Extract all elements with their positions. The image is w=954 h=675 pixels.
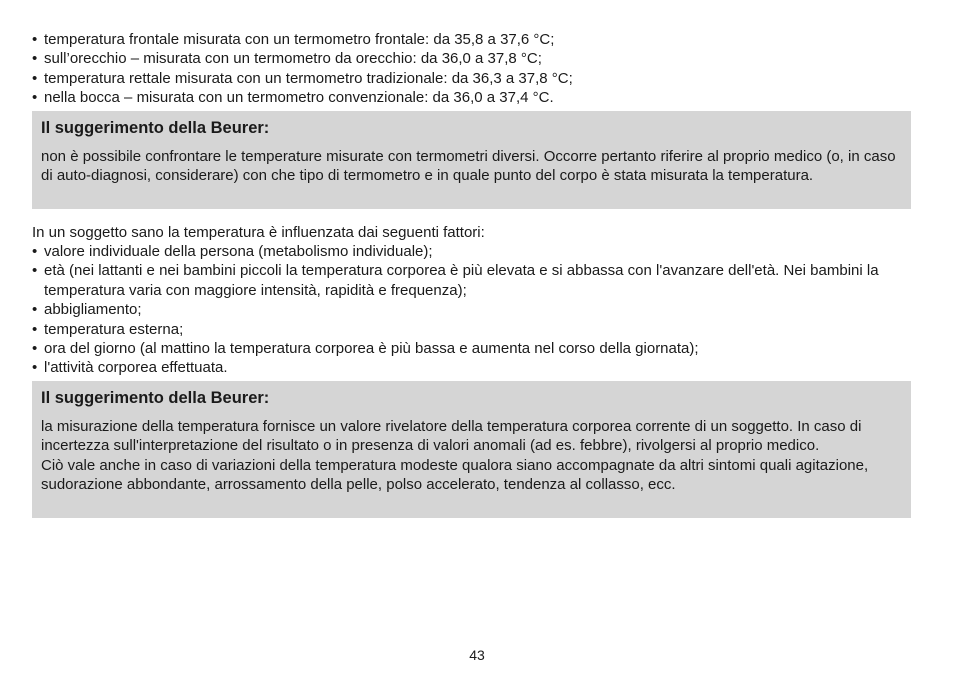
tip-paragraph: la misurazione della temperatura fornisce un valore rivelatore della temperatura corporea corrente di un soggetto. In caso di incertezza sull'interpretazione del risultato o in presenza di valori anomali (ad es. febbre), rivolgersi al proprio medico. bbox=[41, 418, 862, 455]
beurer-tip-box bbox=[32, 381, 911, 518]
tip-title: Il suggerimento della Beurer: bbox=[41, 119, 270, 137]
list-item: • abbigliamento; bbox=[32, 300, 912, 319]
factors-intro: In un soggetto sano la temperatura è influenzata dai seguenti fattori: bbox=[32, 224, 485, 241]
factors-list bbox=[32, 242, 912, 378]
page-number: 43 bbox=[469, 647, 485, 663]
list-item: • età (nei lattanti e nei bambini piccoli la temperatura corporea è più elevata e si abbassa con l'avanzare dell'età. Nei bambini la temperatura varia con maggiore intensità, rapidità e frequenza); bbox=[32, 261, 912, 300]
list-item: • temperatura rettale misurata con un termometro tradizionale: da 36,3 a 37,8 °C; bbox=[32, 69, 922, 88]
list-item: • nella bocca – misurata con un termometro convenzionale: da 36,0 a 37,4 °C. bbox=[32, 88, 922, 107]
list-item: • l'attività corporea effettuata. bbox=[32, 358, 912, 377]
list-item: • sull’orecchio – misurata con un termometro da orecchio: da 36,0 a 37,8 °C; bbox=[32, 49, 922, 68]
beurer-tip-box bbox=[32, 111, 911, 209]
tip-text: non è possibile confrontare le temperature misurate con termometri diversi. Occorre pertanto riferire al proprio medico (o, in caso di auto-diagnosi, considerare) con che tipo di termometro e in quale punto del corpo è stata misurata la temperatura. bbox=[41, 148, 896, 185]
tip-title: Il suggerimento della Beurer: bbox=[41, 389, 270, 407]
temperature-ranges-list bbox=[32, 30, 922, 108]
list-item: • temperatura frontale misurata con un termometro frontale: da 35,8 a 37,6 °C; bbox=[32, 30, 922, 49]
list-item: • ora del giorno (al mattino la temperatura corporea è più bassa e aumenta nel corso della giornata); bbox=[32, 339, 912, 358]
tip-paragraph: Ciò vale anche in caso di variazioni della temperatura modeste qualora siano accompagnate da altri sintomi quali agitazione, sudorazione abbondante, arrossamento della pelle, polso accelerato, tendenza al collasso, ecc. bbox=[41, 456, 869, 494]
list-item: • temperatura esterna; bbox=[32, 320, 912, 339]
list-item: • valore individuale della persona (metabolismo individuale); bbox=[32, 242, 912, 261]
